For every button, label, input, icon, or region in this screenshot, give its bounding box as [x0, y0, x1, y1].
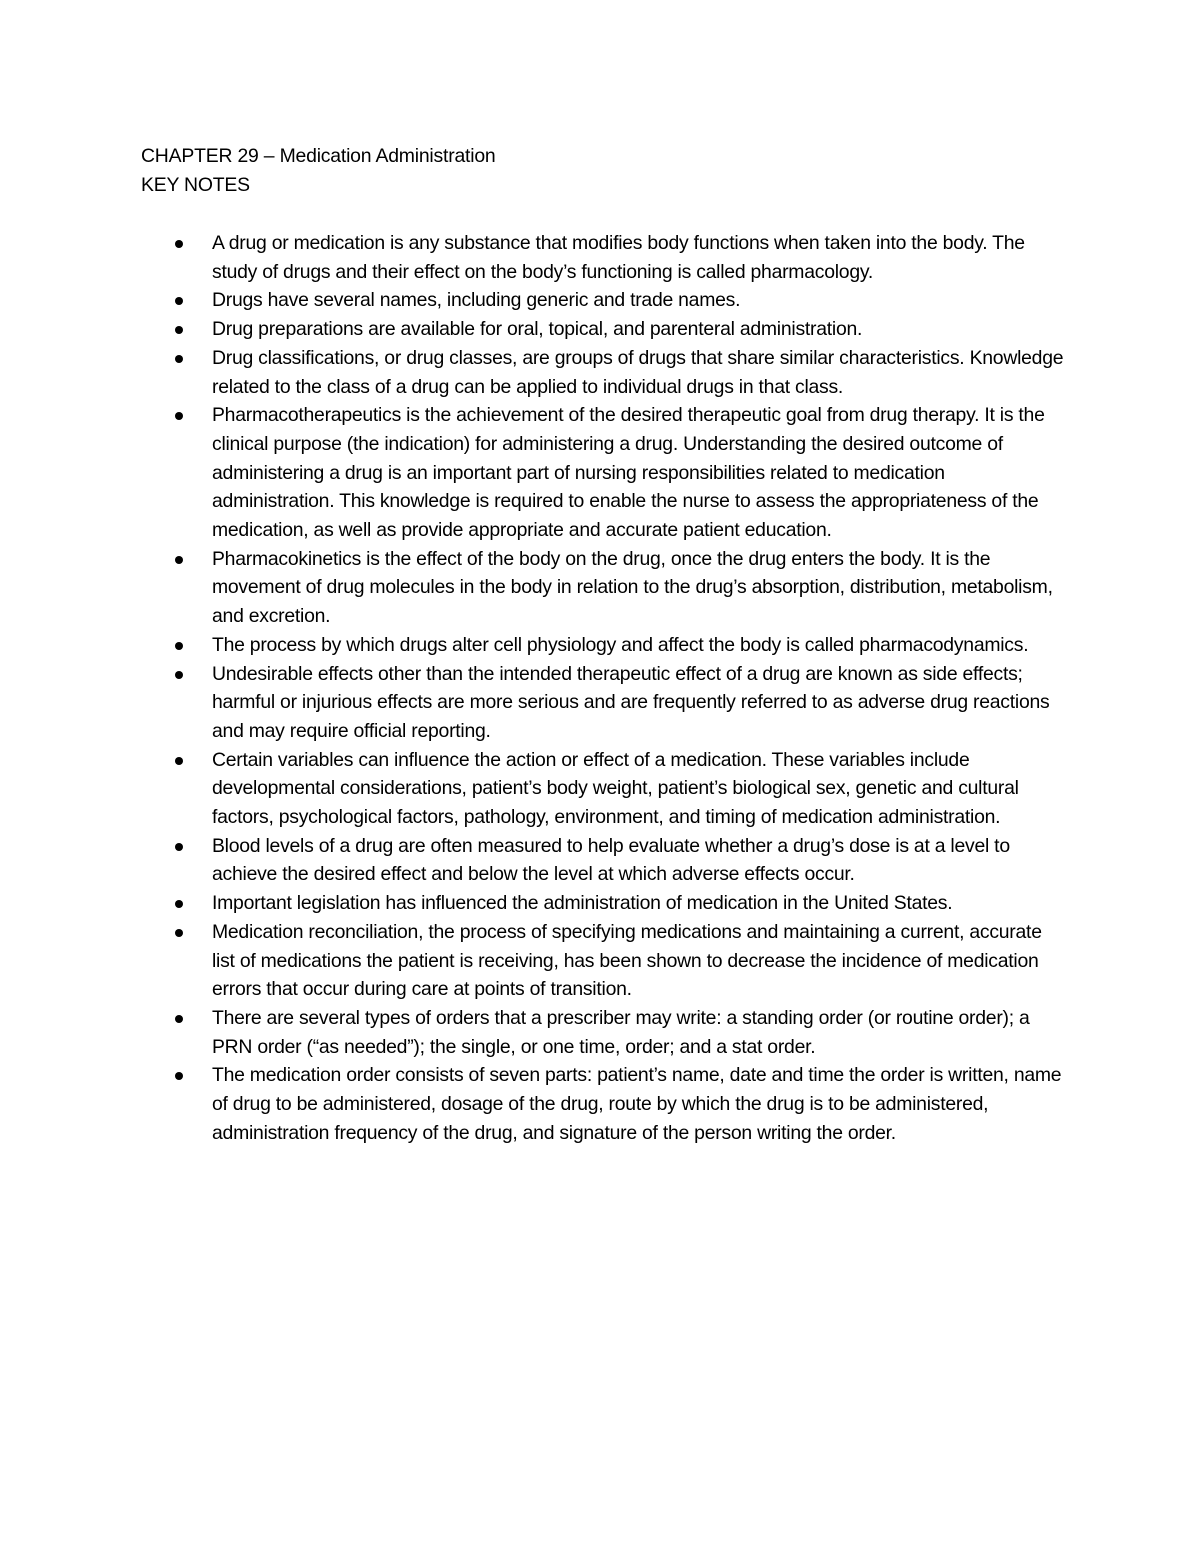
list-item — [141, 832, 1066, 889]
list-item-text: The process by which drugs alter cell physiology and affect the body is called pharmacodynamics. — [212, 633, 1029, 656]
list-item-text: There are several types of orders that a prescriber may write: a standing order (or routine order); a PRN order (“as needed”); the single, or one time, order; and a stat order. — [212, 1006, 1030, 1058]
list-item — [141, 1004, 1066, 1061]
bullet-icon — [175, 412, 183, 420]
list-item — [141, 344, 1066, 401]
key-notes-subtitle: KEY NOTES — [141, 174, 250, 196]
list-item — [141, 315, 1066, 344]
list-item-text: Medication reconciliation, the process of specifying medications and maintaining a current, accurate list of medications the patient is receiving, has been shown to decrease the incidence of medication errors that occur during care at points of transition. — [212, 920, 1042, 1001]
list-item-text: Pharmacotherapeutics is the achievement of the desired therapeutic goal from drug therapy. It is the clinical purpose (the indication) for administering a drug. Understanding the desired outcome of administering a drug is an important part of nursing responsibilities related to medication administration. This knowledge is required to enable the nurse to assess the appropriateness of the medication, as well as provide appropriate and accurate patient education. — [212, 404, 1045, 542]
list-item-text: Drug preparations are available for oral, topical, and parenteral administration. — [212, 318, 863, 341]
list-item-text: Undesirable effects other than the intended therapeutic effect of a drug are known as side effects; harmful or injurious effects are more serious and are frequently referred to as adverse drug reactions and may require official reporting. — [212, 662, 1050, 742]
list-item — [141, 746, 1066, 832]
bullet-icon — [175, 556, 183, 564]
bullet-icon — [175, 757, 183, 765]
bullet-icon — [175, 900, 183, 908]
list-item — [141, 918, 1066, 1004]
list-item-text: The medication order consists of seven parts: patient’s name, date and time the order is written, name of drug to be administered, dosage of the drug, route by which the drug is to be administered, administration frequency of the drug, and signature of the person writing the order. — [212, 1064, 1062, 1144]
list-item — [141, 401, 1066, 545]
list-item-text: Important legislation has influenced the administration of medication in the United States. — [212, 892, 953, 915]
list-item — [141, 229, 1066, 286]
chapter-title: CHAPTER 29 – Medication Administration — [141, 145, 496, 167]
list-item-text: Blood levels of a drug are often measured to help evaluate whether a drug’s dose is at a level to achieve the desired effect and below the level at which adverse effects occur. — [212, 834, 1010, 886]
bullet-icon — [175, 671, 183, 679]
key-notes-list — [141, 229, 1066, 1148]
bullet-icon — [175, 355, 183, 363]
bullet-icon — [175, 326, 183, 334]
bullet-icon — [175, 1015, 183, 1023]
list-item-text: Pharmacokinetics is the effect of the body on the drug, once the drug enters the body. It is the movement of drug molecules in the body in relation to the drug’s absorption, distribution, metabolism, and excretion. — [212, 547, 1053, 628]
list-item-text: Drug classifications, or drug classes, are groups of drugs that share similar characteristics. Knowledge related to the class of a drug can be applied to individual drugs in that class. — [212, 346, 1064, 398]
list-item-text: Drugs have several names, including generic and trade names. — [212, 289, 741, 312]
blank-line — [141, 200, 1066, 229]
list-item-text: A drug or medication is any substance that modifies body functions when taken into the body. The study of drugs and their effect on the body’s functioning is called pharmacology. — [212, 232, 1025, 283]
bullet-icon — [175, 1072, 183, 1080]
list-item — [141, 889, 1066, 918]
bullet-icon — [175, 843, 183, 851]
list-item-text: Certain variables can influence the action or effect of a medication. These variables include developmental considerations, patient’s body weight, patient’s biological sex, genetic and cultural factors, psychological factors, pathology, environment, and timing of medication administration. — [212, 748, 1019, 829]
list-item — [141, 545, 1066, 631]
bullet-icon — [175, 240, 183, 248]
bullet-icon — [175, 297, 183, 305]
list-item — [141, 286, 1066, 315]
list-item — [141, 1061, 1066, 1147]
list-item — [141, 660, 1066, 746]
bullet-icon — [175, 642, 183, 650]
bullet-icon — [175, 929, 183, 937]
list-item — [141, 631, 1066, 660]
document-body — [141, 142, 1066, 1148]
